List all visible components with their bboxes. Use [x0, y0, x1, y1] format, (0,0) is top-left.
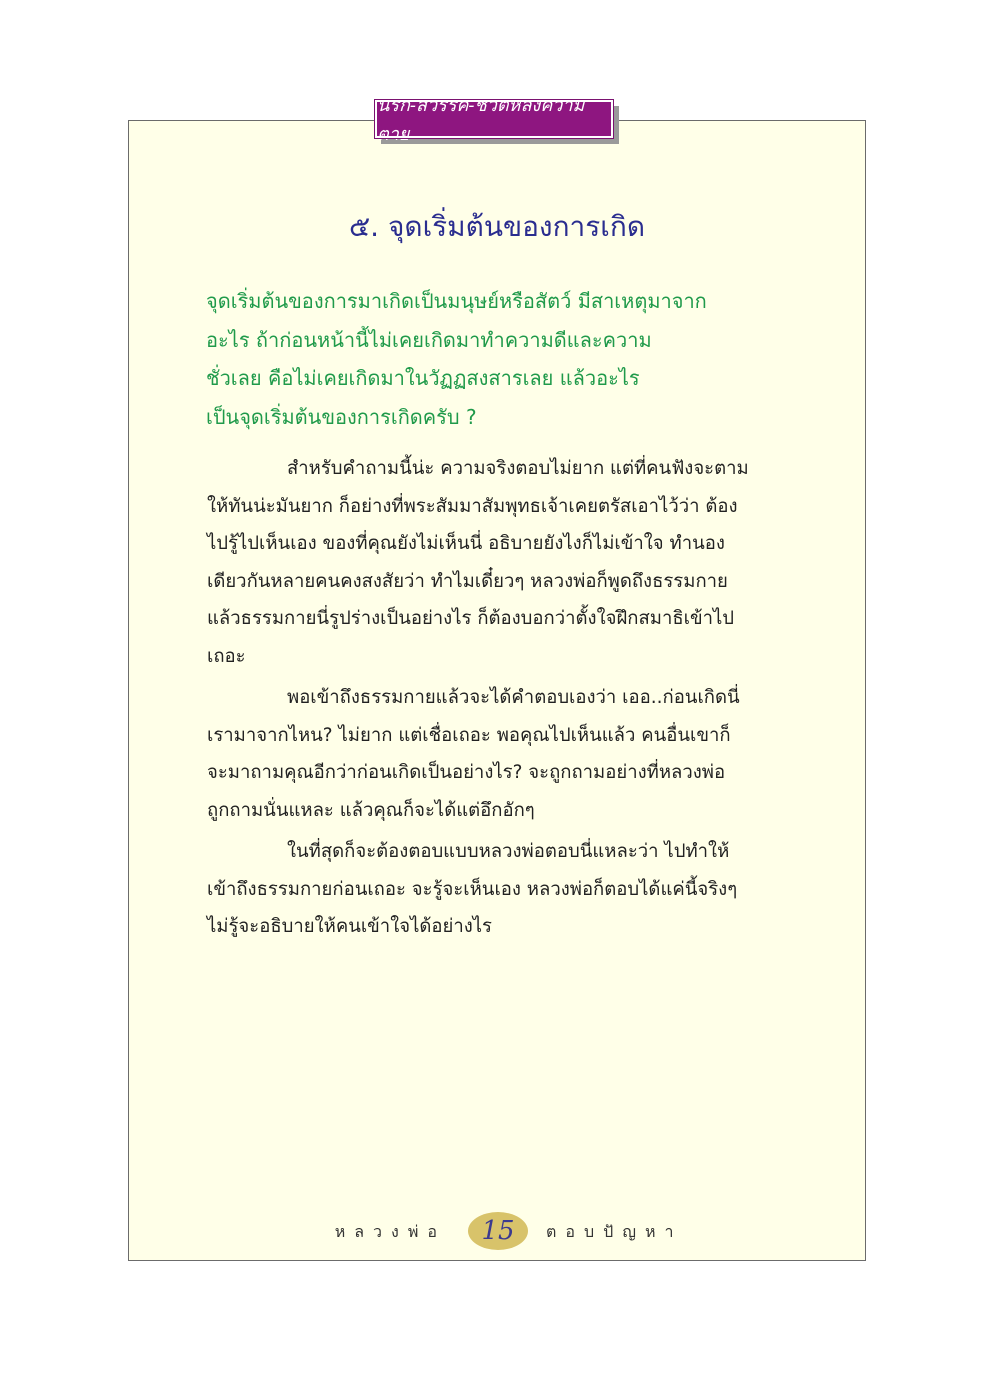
answer-line: ในที่สุดก็จะต้องตอบแบบหลวงพ่อตอบนี่แหละว่า ไปทำให้ [287, 841, 730, 862]
answer-line: แล้วธรรมกายนี่รูปร่างเป็นอย่างไร ก็ต้องบอกว่าตั้งใจฝึกสมาธิเข้าไป [207, 608, 735, 629]
answer-line: ไม่รู้จะอธิบายให้คนเข้าใจได้อย่างไร [207, 916, 492, 937]
answer-line: จะมาถามคุณอีกว่าก่อนเกิดเป็นอย่างไร? จะถูกถามอย่างที่หลวงพ่อ [207, 762, 726, 783]
running-title [375, 95, 613, 145]
page-footer [128, 1212, 866, 1252]
question-block [206, 282, 796, 436]
question-line: ชั่วเลย คือไม่เคยเกิดมาในวัฏฏสงสารเลย แล้วอะไร [206, 366, 640, 390]
page-number: 15 [481, 1216, 515, 1246]
question-line: อะไร ถ้าก่อนหน้านี้ไม่เคยเกิดมาทำความดีและความ [206, 327, 652, 352]
answer-line: ให้ทันน่ะมันยาก ก็อย่างที่พระสัมมาสัมพุทธเจ้าเคยตรัสเอาไว้ว่า ต้อง [207, 495, 738, 517]
answer-line: เถอะ [207, 645, 246, 667]
answer-line: เดียวกันหลายคนคงสงสัยว่า ทำไมเดี๋ยวๆ หลวงพ่อก็พูดถึงธรรมกาย [207, 570, 728, 592]
answer-paragraph [207, 450, 797, 675]
page-number-badge [468, 1212, 528, 1250]
answer-line: เรามาจากไหน? ไม่ยาก แต่เชื่อเถอะ พอคุณไปเห็นแล้ว คนอื่นเขาก็ [207, 724, 731, 746]
answer-block [207, 450, 797, 950]
answer-line: พอเข้าถึงธรรมกายแล้วจะได้คำตอบเองว่า เออ..ก่อนเกิดนี่ [287, 687, 740, 708]
chapter-title: ๕. จุดเริ่มต้นของการเกิด [348, 210, 646, 243]
answer-paragraph [207, 833, 797, 946]
answer-line: ถูกถามนั่นแหละ แล้วคุณก็จะได้แต่อึกอักๆ [207, 799, 535, 821]
footer-right-text: ตอบปัญหา [546, 1222, 683, 1241]
running-title-text: นรก-สวรรค์-ชีวิตหลังความตาย [377, 95, 585, 145]
answer-line: สำหรับคำถามนี้น่ะ ความจริงตอบไม่ยาก แต่ที่คนฟังจะตาม [287, 458, 749, 479]
answer-line: เข้าถึงธรรมกายก่อนเถอะ จะรู้จะเห็นเอง หลวงพ่อก็ตอบได้แค่นี้จริงๆ [207, 878, 738, 900]
question-line: เป็นจุดเริ่มต้นของการเกิดครับ ? [206, 404, 477, 429]
answer-paragraph [207, 679, 797, 829]
footer-left-text: หลวงพ่อ [334, 1222, 446, 1241]
answer-line: ไปรู้ไปเห็นเอง ของที่คุณยังไม่เห็นนี่ อธิบายยังไงก็ไม่เข้าใจ ทำนอง [207, 533, 725, 554]
question-line: จุดเริ่มต้นของการมาเกิดเป็นมนุษย์หรือสัตว์ มีสาเหตุมาจาก [206, 289, 707, 313]
